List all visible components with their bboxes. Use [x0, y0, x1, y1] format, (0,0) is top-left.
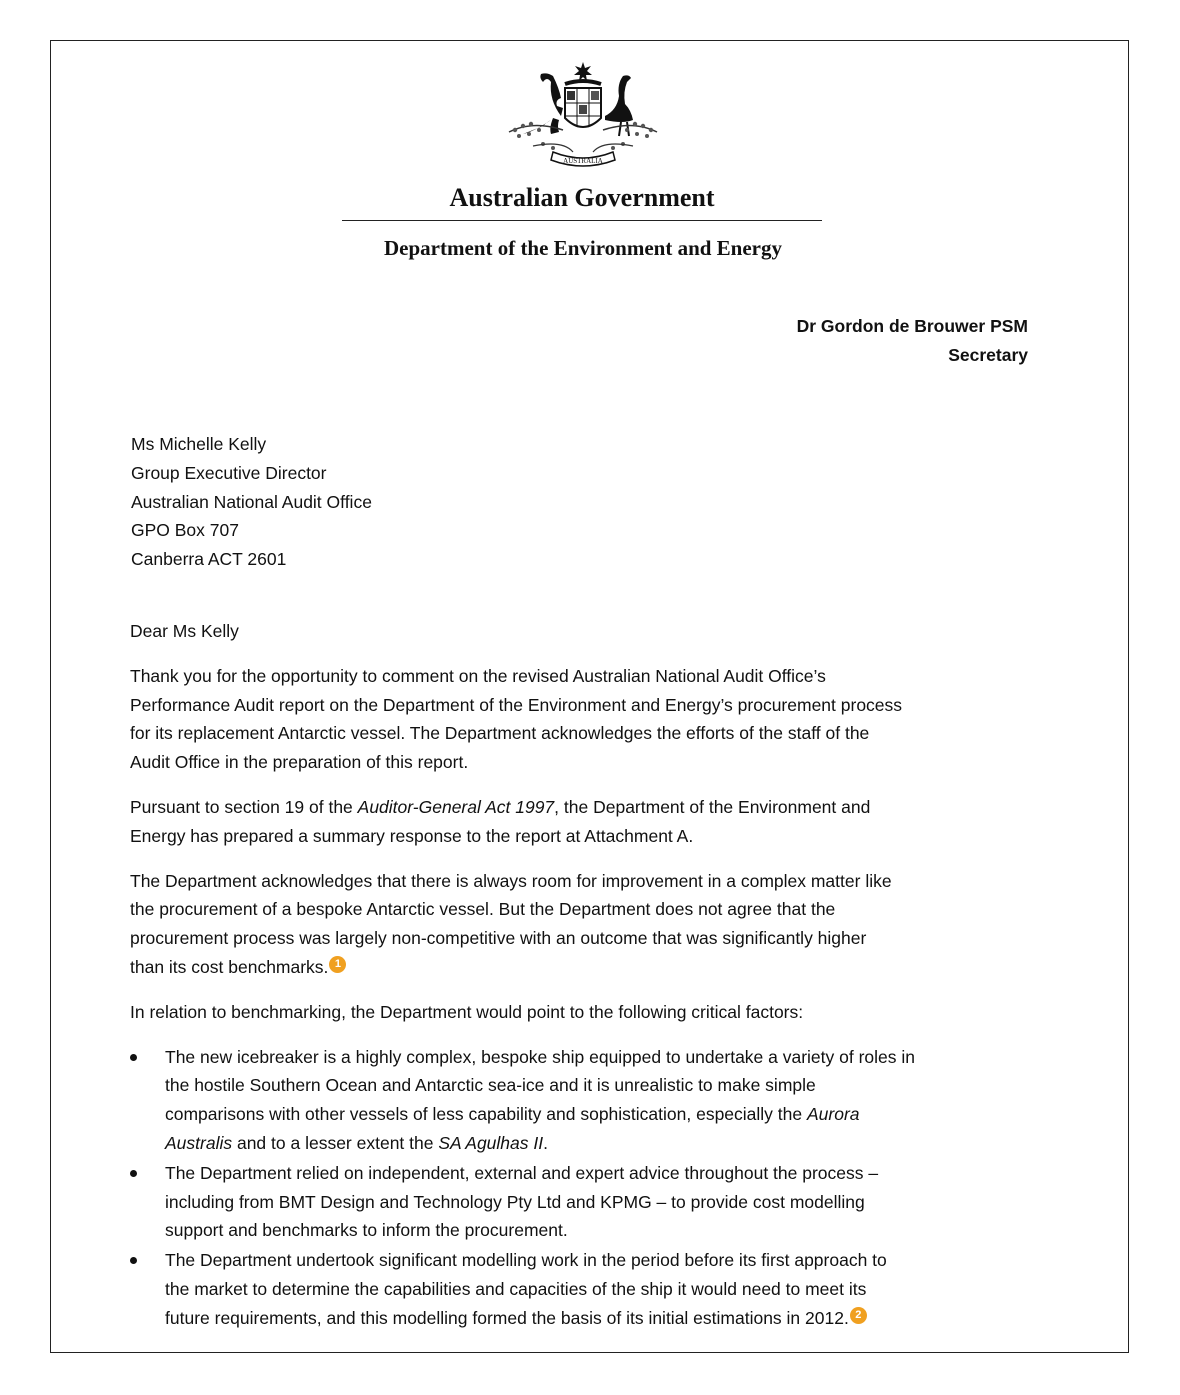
text-run: comparisons with other vessels of less capability and sophistication, especially the	[165, 1104, 807, 1125]
address-line: Australian National Audit Office	[131, 491, 372, 512]
paragraph-benchmarking: In relation to benchmarking, the Department would point to the following critical factors:	[130, 1001, 804, 1022]
bullet-icon	[130, 1257, 137, 1264]
vessel-name: SA Agulhas II	[438, 1132, 544, 1153]
text-line: the hostile Southern Ocean and Antarctic sea-ice and it is unrealistic to make simple	[165, 1075, 816, 1096]
text-line: The Department undertook significant modelling work in the period before its first approach to	[165, 1250, 887, 1271]
text-run: .	[543, 1132, 548, 1153]
text-run: , the Department of the Environment and	[554, 796, 871, 817]
text-line: Audit Office in the preparation of this report.	[130, 752, 469, 773]
paragraph-pursuant	[130, 793, 1035, 851]
letter-body	[130, 617, 1035, 1334]
department-heading: Department of the Environment and Energy	[383, 236, 782, 260]
text-line: including from BMT Design and Technology Pty Ltd and KPMG – to provide cost modelling	[165, 1191, 865, 1212]
vessel-name: Aurora	[807, 1104, 860, 1125]
salutation: Dear Ms Kelly	[130, 621, 239, 641]
heading-divider	[342, 220, 822, 221]
text-run: and to a lesser extent the	[232, 1132, 439, 1153]
text-line: Thank you for the opportunity to comment on the revised Australian National Audit Office’s	[130, 665, 826, 686]
act-title: Auditor-General Act 1997	[357, 796, 555, 817]
bullet-icon	[130, 1170, 137, 1177]
text-line: support and benchmarks to inform the procurement.	[165, 1220, 568, 1241]
text-line: Performance Audit report on the Department of the Environment and Energy’s procurement process	[130, 694, 903, 715]
list-item	[130, 1043, 1035, 1158]
text-line	[130, 793, 1035, 822]
text-line: for its replacement Antarctic vessel. The Department acknowledges the efforts of the staff of the	[130, 723, 870, 744]
coat-of-arms-icon	[503, 60, 663, 170]
recipient-address	[131, 430, 372, 574]
sender-title: Secretary	[948, 345, 1028, 365]
text-line: the procurement of a bespoke Antarctic vessel. But the Department does not agree that the	[130, 899, 836, 920]
comment-badge-2[interactable]: 2	[850, 1307, 867, 1324]
sender-name: Dr Gordon de Brouwer PSM	[796, 316, 1028, 336]
factors-list	[130, 1043, 1035, 1333]
list-item	[130, 1246, 1035, 1332]
address-line: Group Executive Director	[131, 462, 327, 483]
text-line: The new icebreaker is a highly complex, bespoke ship equipped to undertake a variety of roles in	[165, 1046, 916, 1067]
text-line: the market to determine the capabilities and capacities of the ship it would need to meet its	[165, 1278, 867, 1299]
list-item	[130, 1159, 1035, 1245]
text-line: The Department acknowledges that there is always room for improvement in a complex matter like	[130, 870, 892, 891]
text-line: procurement process was largely non-competitive with an outcome that was significantly higher	[130, 928, 867, 949]
address-line: Canberra ACT 2601	[131, 549, 287, 570]
paragraph-acknowledges	[130, 867, 1035, 982]
sender-block	[797, 312, 1028, 370]
comment-badge-1[interactable]: 1	[329, 956, 346, 973]
text-line: Energy has prepared a summary response to the report at Attachment A.	[130, 825, 694, 846]
text-run: than its cost benchmarks.	[130, 956, 329, 977]
text-line	[130, 953, 1035, 982]
text-line: The Department relied on independent, external and expert advice throughout the process –	[165, 1162, 879, 1183]
address-line: Ms Michelle Kelly	[131, 434, 267, 454]
text-run: Pursuant to section 19 of the	[130, 796, 358, 817]
text-line	[165, 1100, 1035, 1129]
svg-text:AUSTRALIA: AUSTRALIA	[563, 157, 603, 165]
bullet-icon	[130, 1054, 137, 1061]
text-line	[165, 1304, 1035, 1333]
address-line: GPO Box 707	[131, 520, 239, 541]
text-run: future requirements, and this modelling formed the basis of its initial estimations in 2012.	[165, 1307, 849, 1328]
paragraph-thanks	[130, 662, 1035, 777]
text-line	[165, 1129, 1035, 1158]
government-heading: Australian Government	[449, 183, 715, 212]
vessel-name: Australis	[165, 1132, 233, 1153]
